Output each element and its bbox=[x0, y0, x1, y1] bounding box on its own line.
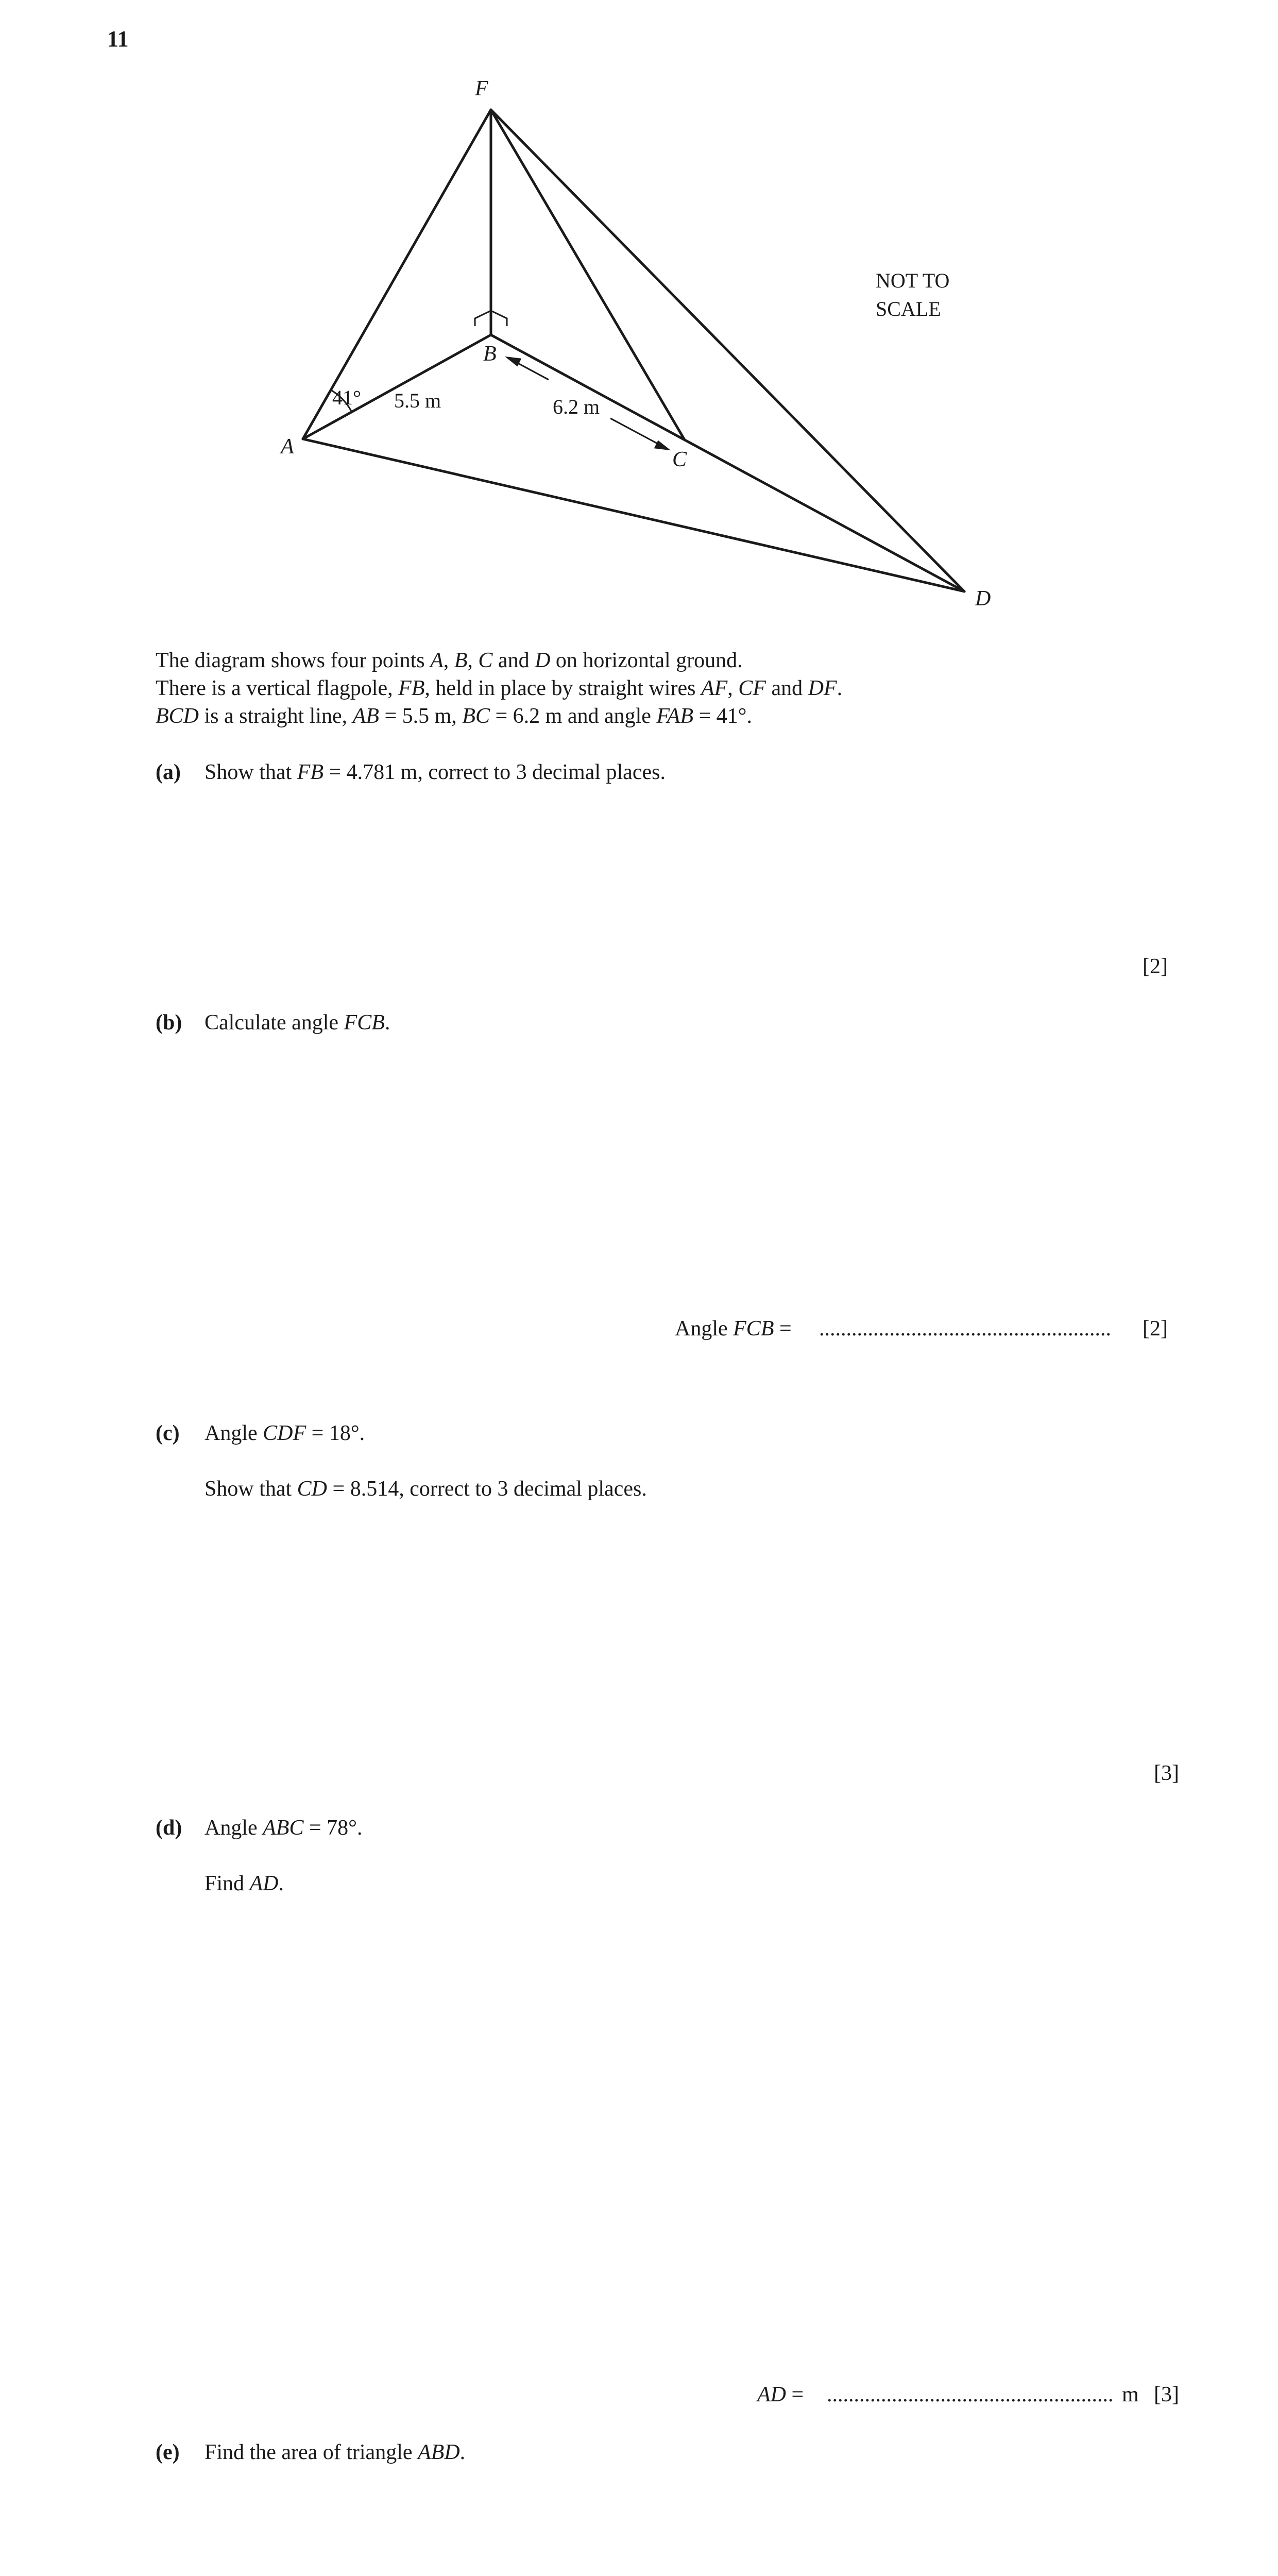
label-a: A bbox=[281, 435, 294, 459]
part-d-marks: [3] bbox=[1154, 2383, 1179, 2406]
part-b-answer-line: Angle FCB = bbox=[675, 1317, 792, 1341]
line-ab bbox=[303, 335, 491, 439]
part-d-label: (d) bbox=[156, 1816, 182, 1840]
part-b-answer-blank[interactable]: ...................................................... bbox=[819, 1317, 1111, 1341]
part-c-question: Show that CD = 8.514, correct to 3 decimal places. bbox=[205, 1477, 647, 1501]
part-c-label: (c) bbox=[156, 1421, 180, 1445]
bc-length-label: 6.2 m bbox=[553, 395, 600, 418]
part-c-marks: [3] bbox=[1154, 1761, 1179, 1785]
part-e-label: (e) bbox=[156, 2441, 180, 2464]
line-fc bbox=[491, 110, 684, 439]
part-d-unit: m bbox=[1122, 2383, 1139, 2406]
intro-line-2: There is a vertical flagpole, FB, held in place by straight wires AF, CF and DF. bbox=[156, 676, 843, 700]
part-d-answer-line: AD = bbox=[757, 2383, 804, 2406]
line-ad bbox=[303, 439, 964, 591]
angle-a-label: 41° bbox=[332, 386, 361, 409]
part-a-label: (a) bbox=[156, 760, 181, 784]
part-d-given: Angle ABC = 78°. bbox=[205, 1816, 363, 1840]
label-d: D bbox=[975, 587, 991, 611]
intro-line-1: The diagram shows four points A, B, C and D on horizontal ground. bbox=[156, 649, 743, 672]
part-b-question: Calculate angle FCB. bbox=[205, 1011, 390, 1035]
intro-line-3: BCD is a straight line, AB = 5.5 m, BC = 6.2 m and angle FAB = 41°. bbox=[156, 704, 752, 728]
ab-length-label: 5.5 m bbox=[394, 389, 441, 412]
part-d-answer-blank[interactable]: ..................................................... bbox=[827, 2383, 1114, 2406]
flagpole-diagram bbox=[0, 0, 1278, 649]
part-b-label: (b) bbox=[156, 1011, 182, 1035]
label-c: C bbox=[672, 448, 687, 471]
part-a-marks: [2] bbox=[1143, 955, 1168, 978]
part-e-question: Find the area of triangle ABD. bbox=[205, 2441, 466, 2464]
not-to-scale-line1: NOT TO bbox=[876, 269, 950, 292]
not-to-scale-line2: SCALE bbox=[876, 297, 941, 320]
part-d-question: Find AD. bbox=[205, 1872, 284, 1895]
part-c-given: Angle CDF = 18°. bbox=[205, 1421, 365, 1445]
part-b-marks: [2] bbox=[1143, 1317, 1168, 1341]
line-bd bbox=[491, 335, 964, 591]
label-f: F bbox=[475, 77, 488, 100]
question-number: 11 bbox=[107, 26, 129, 52]
part-a-question: Show that FB = 4.781 m, correct to 3 decimal places. bbox=[205, 760, 666, 784]
line-fd bbox=[491, 110, 964, 591]
label-b: B bbox=[483, 342, 497, 366]
